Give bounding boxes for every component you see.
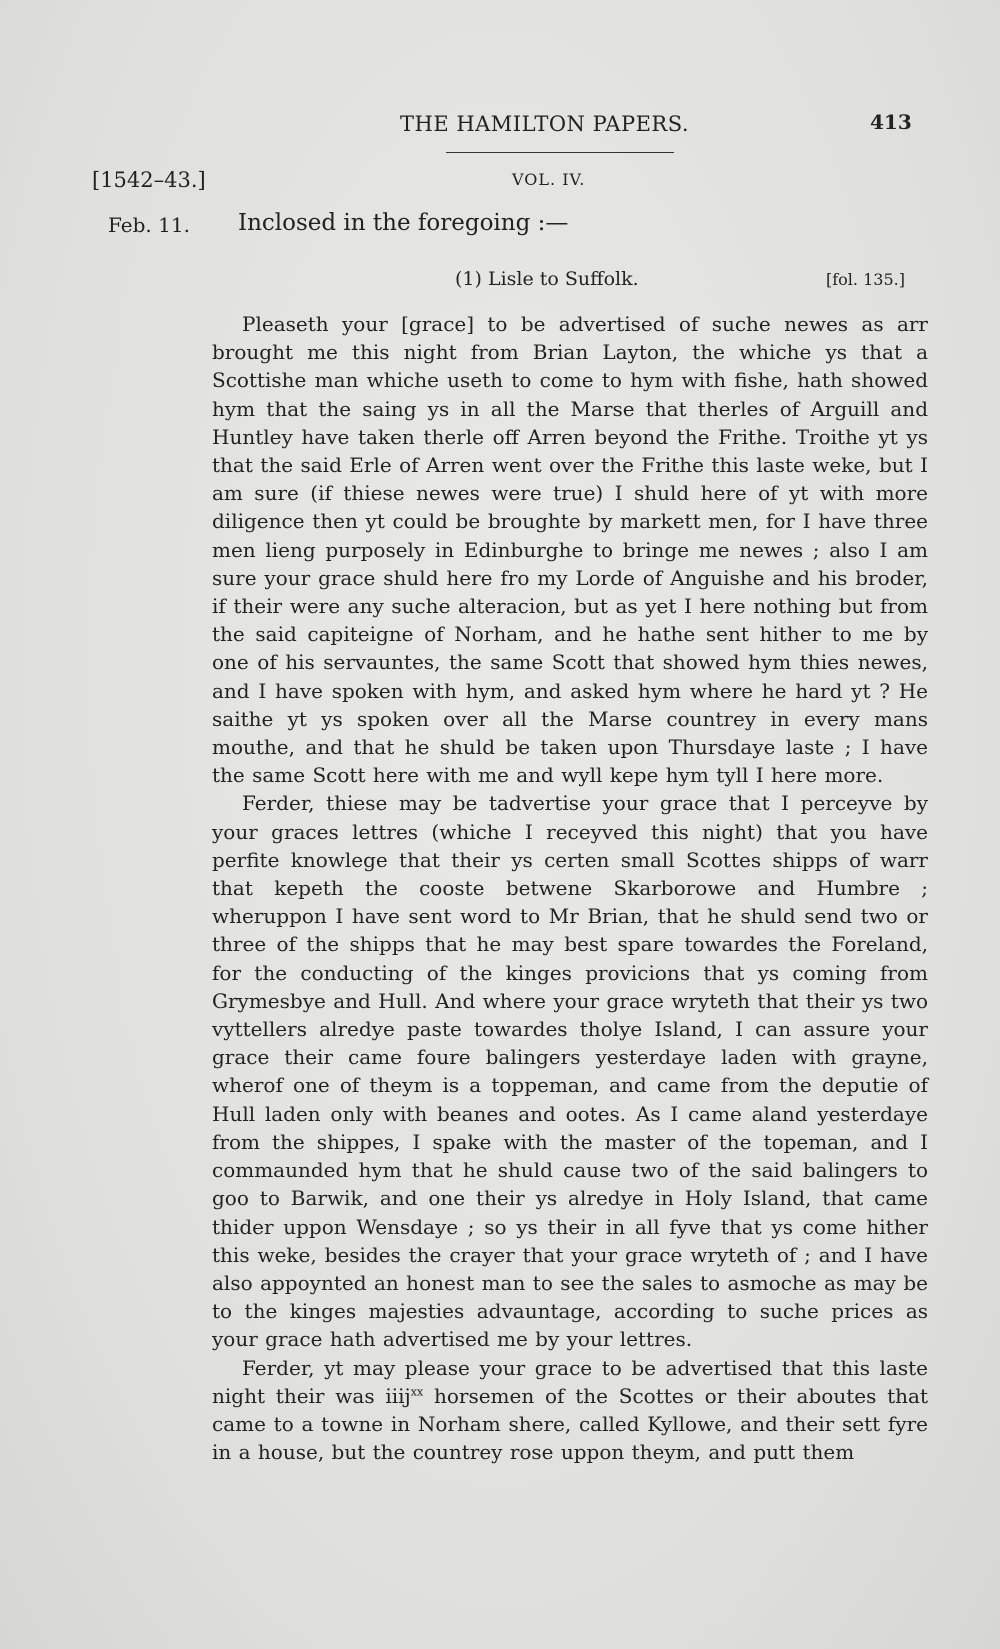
header-rule — [446, 152, 674, 153]
paragraph-1: Pleaseth your [grace] to be advertised of suche newes as arr brought me this night from Brian Layton, the whiche ys that a Scottishe man whiche useth to come to hym with fishe, hath showed hym that the saing ys in all the Marse that therles of Arguill and Huntley have taken therle off Arren beyond the Frithe. Troithe yt ys that the said Erle of Arren went over the Frithe this laste weke, but I am sure (if thiese newes were true) I shuld here of yt with more diligence then yt could be broughte by markett men, for I have three men lieng purposely in Edinburghe to bringe me newes ; also I am sure your grace shuld here fro my Lorde of Anguishe and his broder, if their were any suche alteracion, but as yet I here nothing but from the said capiteigne of Norham, and he hathe sent hither to me by one of his servauntes, the same Scott that showed hym thies newes, and I have spoken with hym, and asked hym where he hard yt ? He saithe yt ys spoken over all the Marse countrey in every mans mouthe, and that he shuld be taken upon Thursdaye laste ; I have the same Scott here with me and wyll kepe hym tyll I here more. — [212, 312, 928, 788]
paragraph-2: Ferder, thiese may be tadvertise your grace that I perceyve by your graces lettres (whiche I receyved this night) that you have perfite knowlege that their ys certen small Scottes shipps of warr that kepeth the cooste betwene Skarborowe and Humbre ; wheruppon I have sent word to Mr Brian, that he shuld send two or three of the shipps that he may best spare towardes the Foreland, for the conducting of the kinges provicions that ys coming from Grymesbye and Hull. And where your grace wryteth that their ys two vyttellers alredye paste towardes tholye Island, I can assure your grace their came foure balingers yesterdaye laden with grayne, wherof one of theym is a toppeman, and came from the deputie of Hull laden only with beanes and ootes. As I came aland yesterdaye from the shippes, I spake with the master of the topeman, and I commaunded hym that he shuld cause two of the said balingers to goo to Barwik, and one their ys alredye in Holy Island, that came thider uppon Wensdaye ; so ys their in all fyve that ys come hither this weke, besides the crayer that your grace wryteth of ; and I have also appoynted an honest man to see the sales to asmoche as may be to the kinges majesties advauntage, according to suche prices as your grace hath advertised me by your lettres. — [212, 791, 928, 1352]
running-title: THE HAMILTON PAPERS. — [400, 112, 690, 136]
folio-reference: [fol. 135.] — [826, 270, 905, 289]
page-number: 413 — [870, 110, 912, 134]
entry-subheading: (1) Lisle to Suffolk. — [455, 268, 639, 290]
paragraph-3-text-b: horsemen of the Scottes or their aboutes that came to a towne in Norham shere, called Kyllowe, and their sett fyre in a house, but the countrey rose uppon theym, and putt them — [212, 1383, 928, 1465]
year-marker: [1542–43.] — [92, 168, 206, 192]
paragraph-3 — [212, 1354, 928, 1467]
paragraph-3-text-a: Ferder, yt may please your grace to be advertised that this laste night their was iiij — [212, 1355, 928, 1408]
paragraph-3-superscript: xx — [410, 1385, 424, 1399]
entry-date: Feb. 11. — [108, 213, 190, 237]
volume-label: VOL. IV. — [512, 170, 586, 189]
entry-heading: Inclosed in the foregoing :— — [238, 210, 569, 236]
letter-body — [212, 310, 928, 1466]
